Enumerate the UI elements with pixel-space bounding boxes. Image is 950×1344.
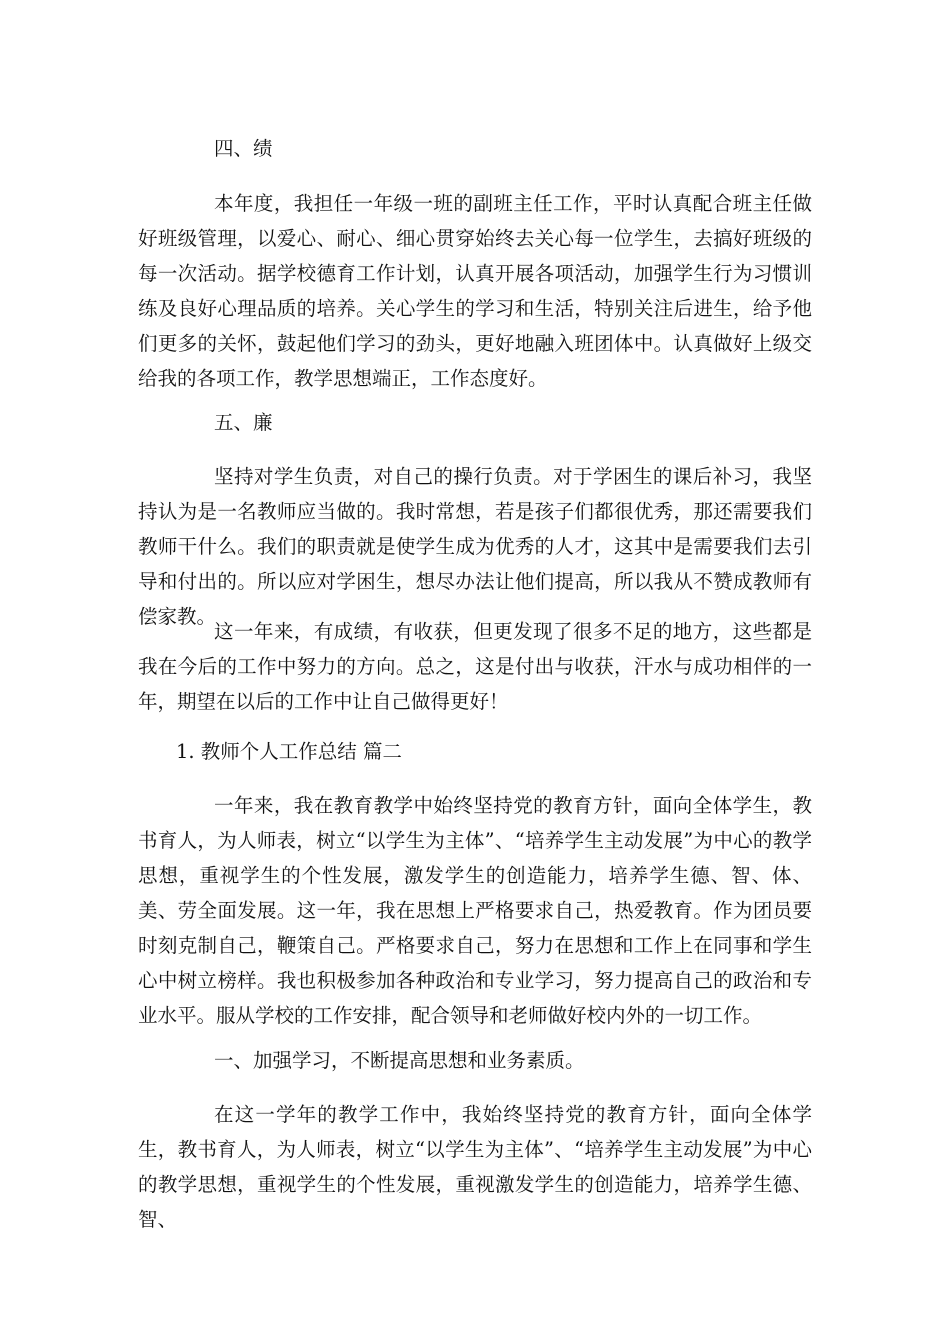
heading-one-study: 一、加强学习，不断提高思想和业务素质。	[214, 1049, 585, 1072]
paragraph-summary: 这一年来，有成绩，有收获，但更发现了很多不足的地方，这些都是我在今后的工作中努力的方向。总之，这是付出与收获，汗水与成功相伴的一年，期望在以后的工作中让自己做得更好！	[138, 620, 812, 713]
heading-five-integrity: 五、廉	[214, 411, 273, 434]
paragraph-achievement: 本年度，我担任一年级一班的副班主任工作，平时认真配合班主任做好班级管理，以爱心、耐心、细心贯穿始终去关心每一位学生，去搞好班级的每一次活动。据学校德育工作计划，认真开展各项活动，加强学生行为习惯训练及良好心理品质的培养。关心学生的学习和生活，特别关注后进生，给予他们更多的关怀，鼓起他们学习的劲头，更好地融入班团体中。认真做好上级交给我的各项工作，教学思想端正，工作态度好。	[138, 192, 812, 390]
paragraph-intro: 一年来，我在教育教学中始终坚持党的教育方针，面向全体学生，教书育人，为人师表，树立“以学生为主体”、“培养学生主动发展”为中心的教学思想，重视学生的个性发展，激发学生的创造能力，培养学生德、智、体、美、劳全面发展。这一年，我在思想上严格要求自己，热爱教育。作为团员要时刻克制自己，鞭策自己。严格要求自己，努力在思想和工作上在同事和学生心中树立榜样。我也积极参加各种政治和专业学习，努力提高自己的政治和专业水平。服从学校的工作安排，配合领导和老师做好校内外的一切工作。	[138, 794, 812, 1027]
paragraph-study: 在这一学年的教学工作中，我始终坚持党的教育方针，面向全体学生，教书育人，为人师表，树立“以学生为主体”、“培养学生主动发展”为中心的教学思想，重视学生的个性发展，重视激发学生的创造能力，培养学生德、智、	[138, 1103, 812, 1231]
heading-four-achievement: 四、绩	[214, 137, 273, 160]
paragraph-integrity: 坚持对学生负责，对自己的操行负责。对于学困生的课后补习，我坚持认为是一名教师应当做的。我时常想，若是孩子们都很优秀，那还需要我们教师干什么。我们的职责就是使学生成为优秀的人才，这其中是需要我们去引导和付出的。所以应对学困生，想尽办法让他们提高，所以我从不赞成教师有偿家教。	[138, 465, 812, 628]
section-title: 1. 教师个人工作总结 篇二	[176, 740, 403, 763]
